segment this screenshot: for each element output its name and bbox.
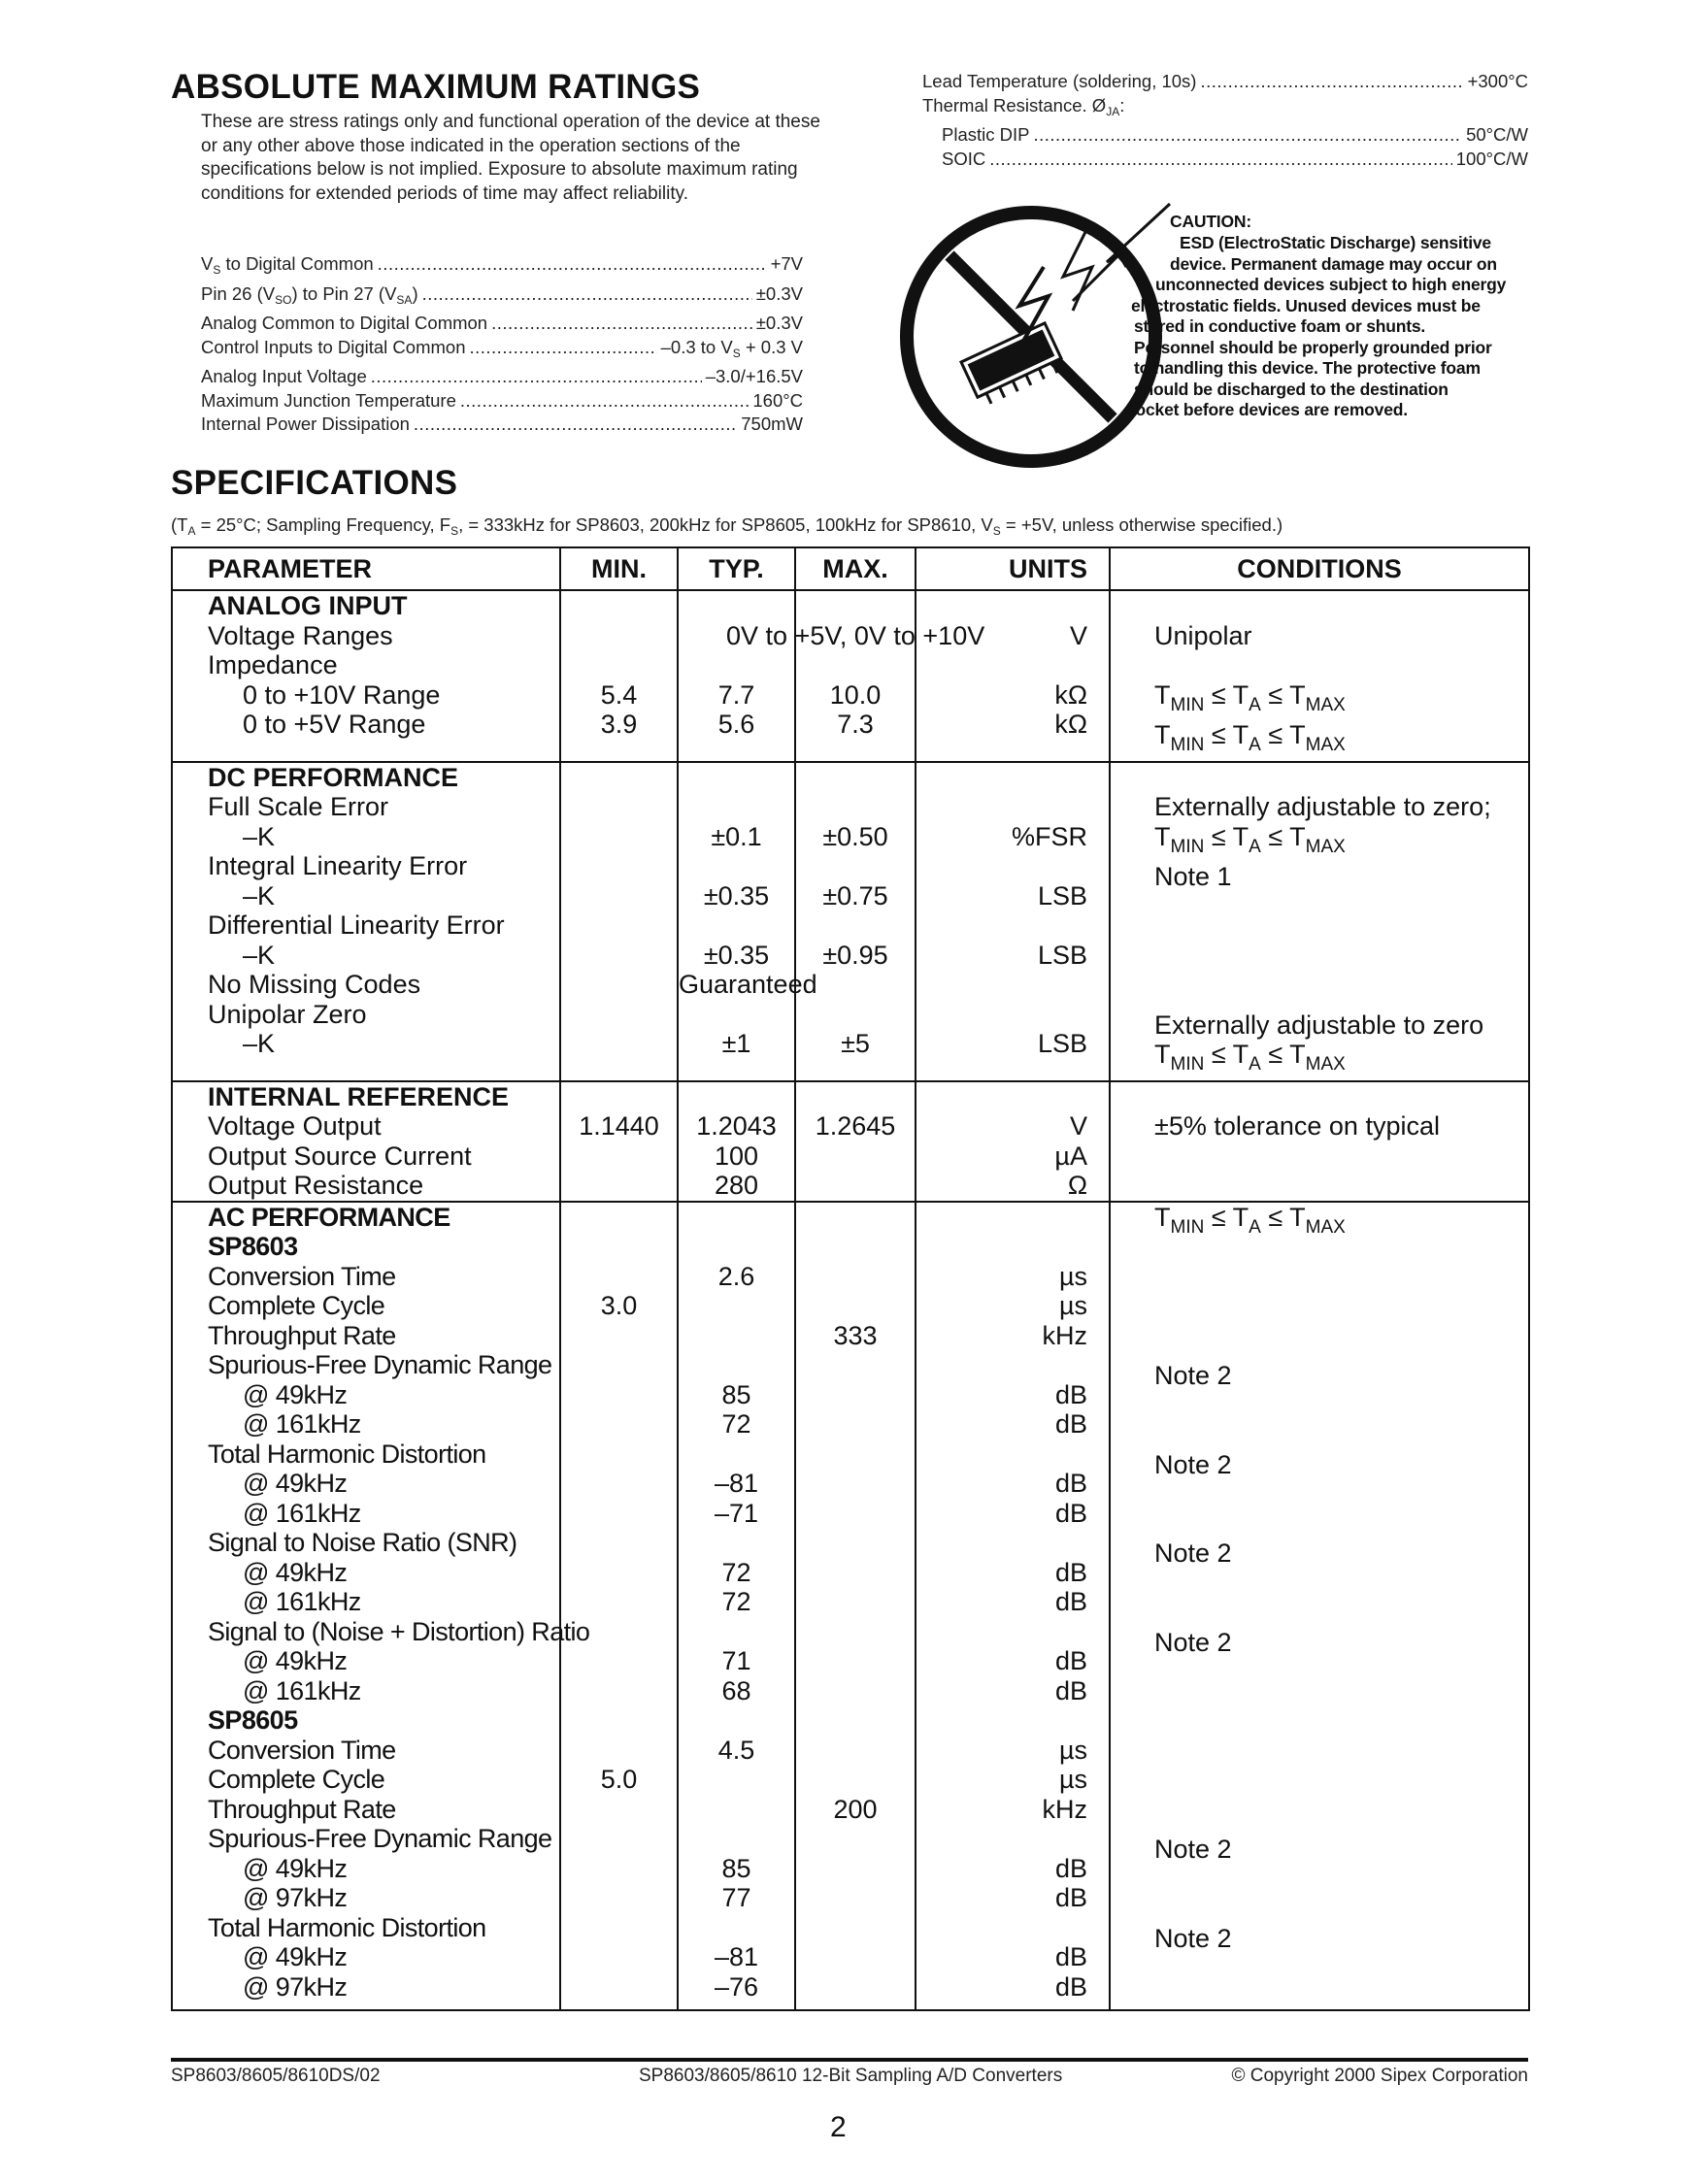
footer-center: SP8603/8605/8610 12-Bit Sampling A/D Converters: [639, 2066, 1063, 2086]
caution-text: ESD (ElectroStatic Discharge) sensitive device. Permanent damage may occur on unconnected devices subject to high energy electrostatic fields. Unused devices must be stored in conductive foam or shunts. Personnel should be properly grounded prior to handling this device. The protective foam should be discharged to the destination socket before devices are removed.: [1126, 233, 1507, 419]
rating-row: Maximum Junction Temperature ..... 160°C: [201, 389, 803, 414]
temp-range-cond: $T_{MIN} \le T_A \le T_{MAX}$: [1154, 720, 1346, 755]
ratings-right-list: [922, 70, 1528, 171]
abs-max-title: ABSOLUTE MAXIMUM RATINGS: [171, 68, 701, 106]
caution-title: CAUTION:: [1170, 212, 1251, 231]
rating-row: Analog Common to Digital Common ..... ±0.3V: [201, 312, 803, 336]
no-missing-codes-value: Guaranteed: [679, 970, 817, 999]
temp-range-cond: $T_{MIN} \le T_A \le T_{MAX}$: [1154, 821, 1346, 857]
ratings-left-list: [201, 252, 803, 437]
table-row: AC PERFORMANCE SP8603 Conversion Time Complete Cycle Throughput Rate Spurious-Free Dynamic Range @ 49kHz @ 161kHz Total Harmonic Distortion @ 49kHz @ 161kHz Signal to Noise Ratio (SNR) @ 49kHz @ 161kHz Signal to (Noise + Distortion) Ratio @ 49kHz @ 161kHz SP8605 Conversion Time Complete Cycle Throughput Rate Spurious-Free Dynamic Range @ 49kHz @ 97kHz Total Harmonic Distortion @ 49kHz @ 97kHz 3.0 5.0 2.6 85 72 –81 –71 72 72 71 68 4.5 85 77 –81 –76 333 200 µs µs kHz dB dB dB dB dB dB dB dB µs µs kHz dB dB dB dB $T_{MIN} \le T_A \le T_{MAX}$ Note 2 Note 2 Note 2 Note 2 Note 2 Note 2: [172, 1202, 1529, 2011]
footer-rule: [171, 2058, 1528, 2062]
spec-table: [171, 546, 1530, 2011]
abs-max-intro: These are stress ratings only and functional operation of the device at these or any other above those indicated in the operation sections of the specifications below is not implied. Exposure to absolute maximum rating conditions for extended periods of time may affect reliability.: [201, 112, 820, 204]
rating-row: Pin 26 $(V_{SO})$ to Pin 27 $(V_{SA})$ ..... ±0.3V: [201, 282, 803, 313]
temp-range-cond: $T_{MIN} \le T_A \le T_{MAX}$: [1154, 1202, 1346, 1238]
rating-row: Control Inputs to Digital Common ..... –0.3 to $V_S + 0.3$ V: [201, 336, 803, 366]
rating-row: Internal Power Dissipation ..... 750mW: [201, 413, 803, 437]
footer-left: SP8603/8605/8610DS/02: [171, 2066, 381, 2086]
voltage-ranges-value: 0V to +5V, 0V to +10V: [726, 620, 985, 650]
table-row: ANALOG INPUT Voltage Ranges Impedance 0 to +10V Range 0 to +5V Range 0V to +5V, 0V to +10V 5.4 3.9 7.7 5.6 10.0 7.3 V kΩ kΩ Unipolar $T_{MIN} \le T_A \le T_{MAX}$ $T_{MIN} \le T_A \le T_{MAX}$: [172, 590, 1529, 762]
page-number: 2: [830, 2111, 847, 2143]
table-row: DC PERFORMANCE Full Scale Error –K Integral Linearity Error –K Differential Linearity Error –K No Missing Codes Unipolar Zero –K ±0.1 ±0.35 ±0.35 Guaranteed ±1 ±0.50 ±0.75 ±0.95 ±5 %FSR LSB LSB LSB Externally adjustable to zero; $T_{MIN} \le T_A \le T_{MAX}$ Note 1 Externally adjustable to zero $T_{MIN} \le T_A \le T_{MAX}$: [172, 762, 1529, 1081]
rating-row: Lead Temperature (soldering, 10s) ..... +300°C: [922, 70, 1528, 94]
temp-range-cond: $T_{MIN} \le T_A \le T_{MAX}$: [1154, 1040, 1346, 1075]
footer-right: © Copyright 2000 Sipex Corporation: [1231, 2066, 1528, 2086]
rating-row: $V_S$ to Digital Common ..... +7V: [201, 252, 803, 282]
rating-row: SOIC ..... 100°C/W: [922, 148, 1528, 172]
rating-row: Plastic DIP ..... 50°C/W: [922, 123, 1528, 148]
table-header-row: PARAMETER MIN. TYP. MAX. UNITS CONDITIONS: [172, 547, 1529, 590]
spec-conditions: ($T_A = 25^\circ C$; Sampling Frequency, $F_S$, = 333kHz for SP8603, 200kHz for SP8605, 100kHz for SP8610, $V_S = +5V$, unless otherwise specified.): [171, 514, 1283, 538]
rating-row: Thermal Resistance. $Ø_{JA}$:: [922, 94, 1125, 118]
table-row: INTERNAL REFERENCE Voltage Output Output Source Current Output Resistance 1.1440 1.2043 100 280 1.2645 V µA Ω ±5% tolerance on typical: [172, 1081, 1529, 1202]
specifications-title: SPECIFICATIONS: [171, 464, 458, 502]
rating-row: Analog Input Voltage ..... –3.0/+16.5V: [201, 365, 803, 389]
temp-range-cond: $T_{MIN} \le T_A \le T_{MAX}$: [1154, 679, 1346, 715]
